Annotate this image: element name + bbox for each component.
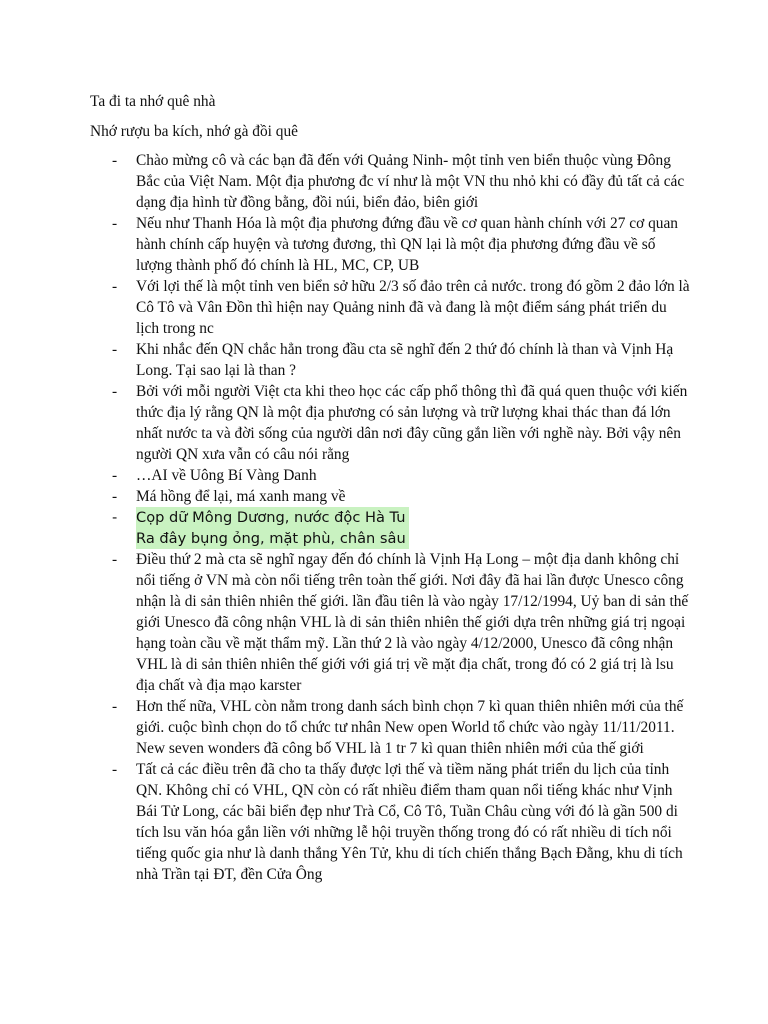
list-item [90, 276, 690, 339]
list-item-text: Má hồng để lại, má xanh mang về [136, 488, 346, 505]
list-item [90, 759, 690, 885]
list-item-text: Bởi với mỗi người Việt cta khi theo học các cấp phổ thông thì đã quá quen thuộc với kiến thức địa lý rằng QN là một địa phương có sản lượng và trữ lượng khai thác than đá lớn nhất nước ta và đời sống của người dân nơi đây cũng gắn liền với nghề này. Bởi vậy nên người QN xưa vẫn có câu nói rằng [136, 383, 688, 463]
bullet-dash: - [112, 341, 118, 358]
bullet-list [90, 150, 690, 885]
list-item [90, 213, 690, 276]
highlighted-list-item [90, 507, 690, 549]
list-item [90, 150, 690, 213]
list-item [90, 486, 690, 507]
bullet-dash: - [112, 761, 118, 778]
bullet-dash: - [112, 488, 118, 505]
list-item-text: Với lợi thế là một tỉnh ven biển sở hữu 2/3 số đảo trên cả nước. trong đó gồm 2 đảo lớn là Cô Tô và Vân Đồn thì hiện nay Quảng ninh đã và đang là một điểm sáng phát triển du lịch trong nc [136, 278, 690, 337]
list-item [90, 339, 690, 381]
list-item-text: Tất cả các điều trên đã cho ta thấy được lợi thế và tiềm năng phát triển du lịch của tỉnh QN. Không chỉ có VHL, QN còn có rất nhiều điểm tham quan nổi tiếng khác như Vịnh Bái Tử Long, các bãi biển đẹp như Trà Cổ, Cô Tô, Tuần Châu cùng với đó là gần 500 di tích lsu văn hóa gắn liền với những lễ hội truyền thống trong đó có rất nhiều di tích nổi tiếng quốc gia như là danh thắng Yên Tử, khu di tích chiến thắng Bạch Đằng, khu di tích nhà Trần tại ĐT, đền Cửa Ông [136, 761, 683, 883]
list-item-text: Chào mừng cô và các bạn đã đến với Quảng Ninh- một tỉnh ven biển thuộc vùng Đông Bắc của Việt Nam. Một địa phương đc ví như là một VN thu nhỏ khi có đầy đủ tất cả các dạng địa hình từ đồng bằng, đồi núi, biển đảo, biên giới [136, 152, 685, 211]
highlighted-text-line-1: Cọp dữ Mông Dương, nước độc Hà Tu [136, 507, 409, 528]
bullet-dash: - [112, 383, 118, 400]
highlighted-text-line-2: Ra đây bụng ỏng, mặt phù, chân sâu [136, 528, 409, 549]
list-item-text: Nếu như Thanh Hóa là một địa phương đứng đầu về cơ quan hành chính với 27 cơ quan hành chính cấp huyện và tương đương, thì QN lại là một địa phương đứng đầu về số lượng thành phố đó chính là HL, MC, CP, UB [136, 215, 678, 274]
list-item [90, 696, 690, 759]
bullet-dash: - [112, 215, 118, 232]
bullet-dash: - [112, 509, 118, 526]
list-item [90, 381, 690, 465]
poem-line-1: Ta đi ta nhớ quê nhà [90, 93, 216, 110]
list-item-text: Khi nhắc đến QN chắc hẳn trong đầu cta sẽ nghĩ đến 2 thứ đó chính là than và Vịnh Hạ Long. Tại sao lại là than ? [136, 341, 674, 379]
list-item [90, 549, 690, 696]
list-item-text: …AI về Uông Bí Vàng Danh [136, 467, 317, 484]
list-item-text: Điều thứ 2 mà cta sẽ nghĩ ngay đến đó chính là Vịnh Hạ Long – một địa danh không chỉ nổi tiếng ở VN mà còn nổi tiếng trên toàn thế giới. Nơi đây đã hai lần được Unesco công nhận là di sản thiên nhiên thế giới. lần đầu tiên là vào ngày 17/12/1994, Uỷ ban di sản thế giới Unesco đã công nhận VHL là di sản thiên nhiên thế giới dựa trên những giá trị ngoại hạng toàn cầu về mặt thẩm mỹ. Lần thứ 2 là vào ngày 4/12/2000, Unesco đã công nhận VHL là di sản thiên nhiên thế giới với giá trị về mặt địa chất, trong đó có 2 giá trị là lsu địa chất và địa mạo karster [136, 551, 689, 694]
bullet-dash: - [112, 152, 118, 169]
document-body [90, 91, 690, 885]
bullet-dash: - [112, 698, 118, 715]
bullet-dash: - [112, 551, 118, 568]
list-item [90, 465, 690, 486]
bullet-dash: - [112, 467, 118, 484]
bullet-dash: - [112, 278, 118, 295]
poem-line-2: Nhớ rượu ba kích, nhớ gà đồi quê [90, 123, 298, 140]
list-item-text: Hơn thế nữa, VHL còn nằm trong danh sách bình chọn 7 kì quan thiên nhiên mới của thế giới. cuộc bình chọn do tổ chức tư nhân New open World tổ chức vào ngày 11/11/2011. New seven wonders đã công bố VHL là 1 tr 7 kì quan thiên nhiên mới của thế giới [136, 698, 684, 757]
